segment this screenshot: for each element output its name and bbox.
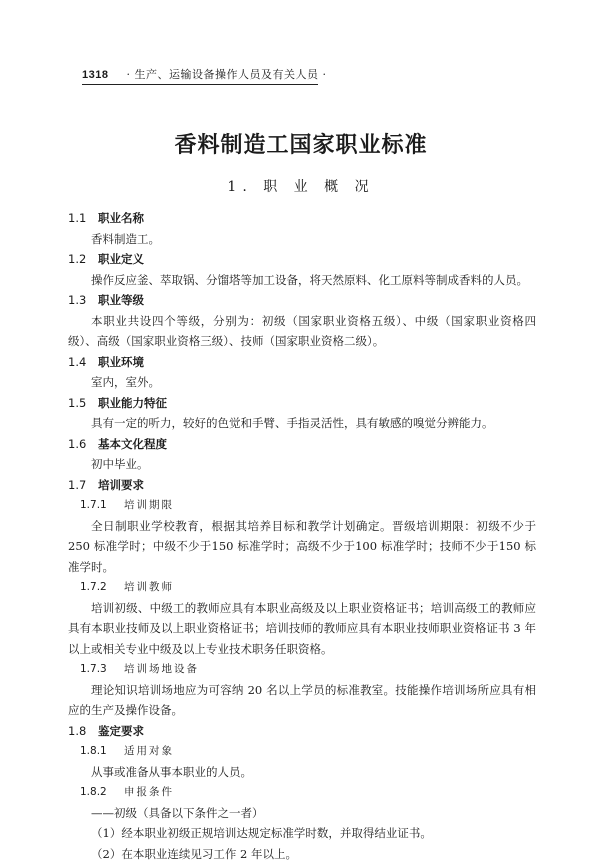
chapter-heading: 1. 职 业 概 况 (0, 176, 602, 196)
section-heading-1-3 (68, 290, 536, 311)
section-heading-1-2 (68, 249, 536, 270)
section-number: 1.3 (68, 290, 98, 311)
section-title: 职业环境 (98, 355, 144, 369)
subsection-text-1-8-1: 从事或准备从事本职业的人员。 (68, 762, 536, 783)
section-number: 1.7 (68, 475, 98, 496)
section-heading-1-7 (68, 475, 536, 496)
subsection-text-1-7-2: 培训初级、中级工的教师应具有本职业高级及以上职业资格证书；培训高级工的教师应具有本职业技师及以上职业资格证书；培训技师的教师应具有本职业技师职业资格证书 3 年以上或相关专业中级及以上专业技术职务任职资格。 (68, 598, 536, 660)
running-header (82, 66, 326, 82)
section-number: 1.2 (68, 249, 98, 270)
condition-item: （2）在本职业连续见习工作 2 年以上。 (68, 844, 536, 864)
section-title: 鉴定要求 (98, 724, 144, 738)
subsection-heading-1-7-2 (68, 577, 536, 598)
subsection-number: 1.7.1 (80, 495, 124, 516)
condition-level-line: ——初级（具备以下条件之一者） (68, 803, 536, 824)
section-number: 1.8 (68, 721, 98, 742)
document-title: 香料制造工国家职业标准 (0, 128, 602, 159)
section-heading-1-8 (68, 721, 536, 742)
section-heading-1-4 (68, 352, 536, 373)
subsection-title: 培训场地设备 (124, 663, 199, 675)
subsection-number: 1.8.2 (80, 782, 124, 803)
section-text-1-6: 初中毕业。 (68, 454, 536, 475)
section-title: 职业等级 (98, 293, 144, 307)
section-heading-1-5 (68, 393, 536, 414)
subsection-text-1-7-1: 全日制职业学校教育，根据其培养目标和教学计划确定。晋级培训期限：初级不少于250 标准学时；中级不少于150 标准学时；高级不少于100 标准学时；技师不少于150 标准学时。 (68, 516, 536, 578)
condition-item: （1）经本职业初级正规培训达规定标准学时数，并取得结业证书。 (68, 823, 536, 844)
subsection-number: 1.7.2 (80, 577, 124, 598)
section-number: 1.5 (68, 393, 98, 414)
section-heading-1-6 (68, 434, 536, 455)
section-title: 职业能力特征 (98, 396, 167, 410)
section-title: 职业名称 (98, 211, 144, 225)
subsection-heading-1-7-1 (68, 495, 536, 516)
subsection-number: 1.8.1 (80, 741, 124, 762)
section-number: 1.1 (68, 208, 98, 229)
section-number: 1.6 (68, 434, 98, 455)
page-number: 1318 (82, 69, 108, 81)
subsection-heading-1-8-2 (68, 782, 536, 803)
subsection-heading-1-8-1 (68, 741, 536, 762)
subsection-number: 1.7.3 (80, 659, 124, 680)
document-body (68, 208, 536, 864)
section-text-1-4: 室内，室外。 (68, 372, 536, 393)
section-title: 基本文化程度 (98, 437, 167, 451)
subsection-text-1-7-3: 理论知识培训场地应为可容纳 20 名以上学员的标准教室。技能操作培训场所应具有相应的生产及操作设备。 (68, 680, 536, 721)
section-text-1-5: 具有一定的听力，较好的色觉和手臂、手指灵活性，具有敏感的嗅觉分辨能力。 (68, 413, 536, 434)
section-title: 培训要求 (98, 478, 144, 492)
section-title: 职业定义 (98, 252, 144, 266)
header-rule (82, 84, 318, 85)
section-text-1-1: 香料制造工。 (68, 229, 536, 250)
section-text-1-3: 本职业共设四个等级，分别为：初级（国家职业资格五级）、中级（国家职业资格四级）、高级（国家职业资格三级）、技师（国家职业资格二级）。 (68, 311, 536, 352)
subsection-title: 申报条件 (124, 786, 174, 798)
running-title: · 生产、运输设备操作人员及有关人员 · (126, 68, 326, 81)
section-number: 1.4 (68, 352, 98, 373)
subsection-title: 适用对象 (124, 745, 174, 757)
section-heading-1-1 (68, 208, 536, 229)
subsection-title: 培训教师 (124, 581, 174, 593)
subsection-title: 培训期限 (124, 499, 174, 511)
section-text-1-2: 操作反应釜、萃取锅、分馏塔等加工设备，将天然原料、化工原料等制成香料的人员。 (68, 270, 536, 291)
subsection-heading-1-7-3 (68, 659, 536, 680)
